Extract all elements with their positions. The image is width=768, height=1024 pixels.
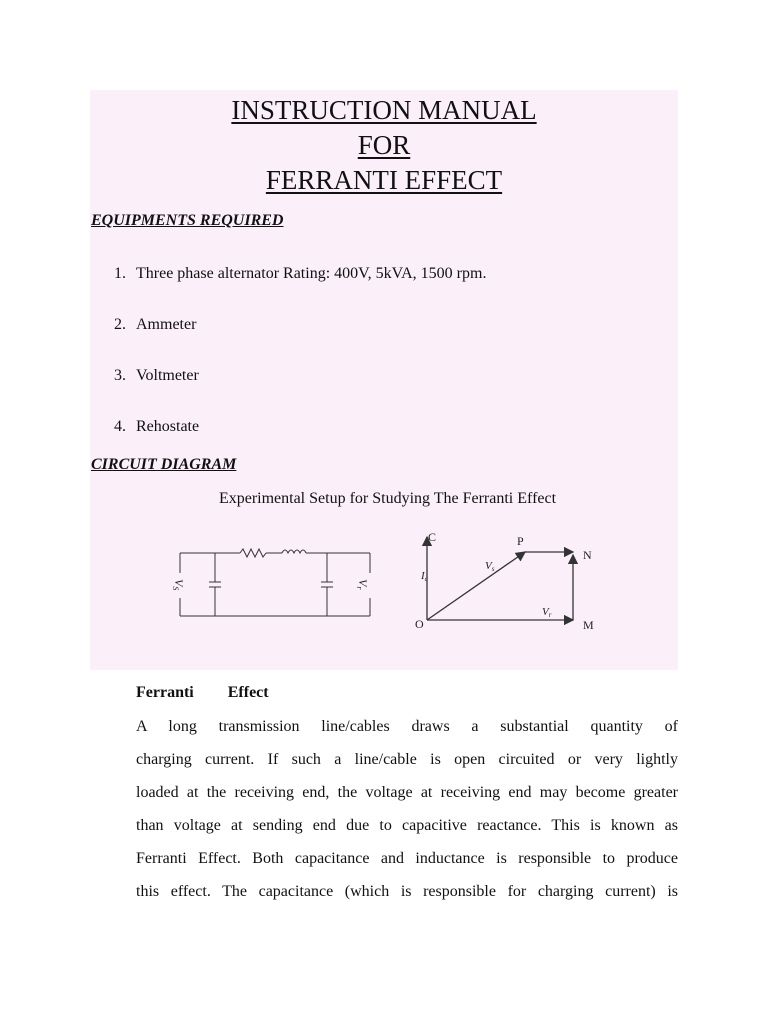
svg-text:Vr bbox=[355, 579, 370, 590]
paragraph-line: this effect. The capacitance (which is responsible for charging current) is bbox=[136, 883, 678, 900]
paragraph-line: A long transmission line/cables draws a substantial quantity of bbox=[136, 718, 678, 735]
paragraph-line: charging current. If such a line/cable is open circuited or very lightly bbox=[136, 751, 678, 768]
circuit-diagram-heading: CIRCUIT DIAGRAM bbox=[91, 456, 237, 473]
equipment-text: Rehostate bbox=[136, 418, 200, 435]
paragraph-line: loaded at the receiving end, the voltage at receiving end may become greater bbox=[136, 784, 678, 801]
vs-label: V bbox=[172, 579, 186, 587]
phasor-label-ic-sub: c bbox=[424, 575, 428, 583]
title-line-1: INSTRUCTION MANUAL bbox=[231, 95, 537, 125]
circuit-diagram bbox=[170, 528, 385, 623]
equipment-item bbox=[114, 367, 199, 385]
phasor-label-vr-sub: r bbox=[548, 611, 552, 619]
phasor-label-o: O bbox=[415, 617, 424, 631]
svg-text:Vr bbox=[542, 606, 552, 619]
title-line-3: FERRANTI EFFECT bbox=[265, 165, 503, 195]
ferranti-paragraph bbox=[136, 710, 678, 908]
phasor-label-ic: I bbox=[421, 570, 425, 582]
phasor-label-vs-sub: s bbox=[491, 565, 495, 573]
vr-subscript: r bbox=[355, 586, 364, 590]
heading-word-2: Effect bbox=[227, 684, 269, 701]
equipment-item bbox=[114, 316, 196, 334]
title-line-2: FOR bbox=[357, 130, 411, 160]
equipment-number: 1. bbox=[114, 265, 126, 282]
phasor-label-c: C bbox=[428, 530, 437, 544]
phasor-label-vr: V bbox=[542, 606, 549, 618]
paragraph-line: than voltage at sending end due to capacitive reactance. This is known as bbox=[136, 817, 678, 834]
paragraph-line: Ferranti Effect. Both capacitance and inductance is responsible to produce bbox=[136, 850, 678, 867]
equipment-number: 3. bbox=[114, 367, 126, 384]
ferranti-effect-heading bbox=[136, 684, 269, 702]
phasor-label-vs: V bbox=[485, 560, 492, 572]
equipment-item bbox=[114, 265, 486, 283]
equipment-text: Voltmeter bbox=[136, 367, 199, 384]
equipment-number: 2. bbox=[114, 316, 126, 333]
phasor-label-m: M bbox=[583, 618, 594, 632]
vr-label: V bbox=[356, 579, 370, 587]
equipment-number: 4. bbox=[114, 418, 126, 435]
diagram-caption: Experimental Setup for Studying The Ferranti Effect bbox=[218, 490, 557, 507]
equipment-text: Three phase alternator Rating: 400V, 5kVA, 1500 rpm. bbox=[136, 265, 487, 282]
heading-word-1: Ferranti bbox=[136, 684, 194, 701]
phasor-label-p: P bbox=[517, 534, 524, 548]
phasor-diagram bbox=[405, 523, 605, 635]
phasor-label-n: N bbox=[583, 548, 592, 562]
svg-text:Vs bbox=[485, 560, 495, 573]
vs-subscript: S bbox=[171, 586, 180, 591]
equipment-item bbox=[114, 418, 199, 436]
equipment-text: Ammeter bbox=[136, 316, 197, 333]
svg-text:VS bbox=[171, 579, 186, 590]
equipments-heading: EQUIPMENTS REQUIRED bbox=[91, 212, 284, 229]
